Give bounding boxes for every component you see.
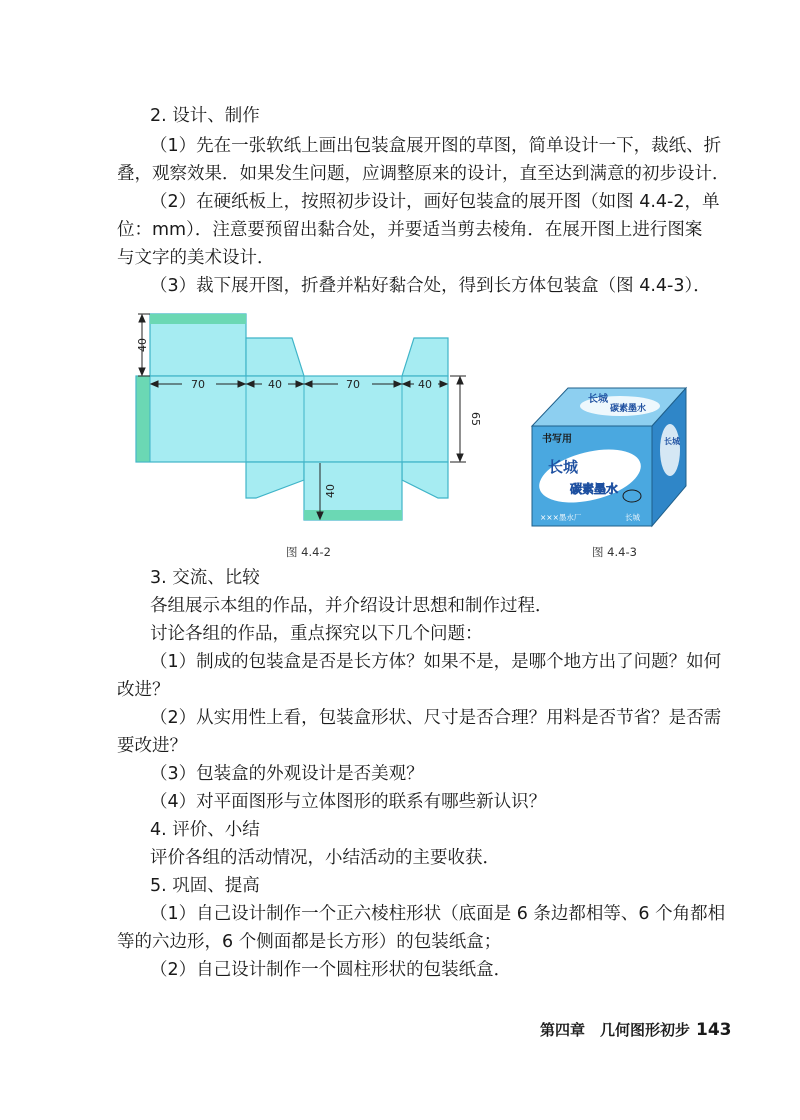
paragraph-line: 评价各组的活动情况，小结活动的主要收获． — [150, 848, 500, 868]
glue-tab-left — [136, 376, 150, 462]
dim-label-40: 40 — [418, 378, 432, 391]
box-maker: ×××墨水厂 — [540, 513, 582, 522]
dim-label-height: 65 — [469, 412, 482, 426]
box-top-product: 碳素墨水 — [610, 404, 647, 414]
box-logo-text: 长城 — [625, 513, 640, 522]
dim-label-70: 70 — [346, 378, 360, 391]
chapter-title: 第四章 几何图形初步 — [540, 1021, 691, 1039]
paragraph-line: 要改进？ — [117, 736, 187, 756]
paragraph-line: （2）从实用性上看，包装盒形状、尺寸是否合理？用料是否节省？是否需 — [150, 708, 722, 728]
paragraph-line: 等的六边形，6 个侧面都是长方形）的包装纸盒； — [117, 932, 502, 952]
box-front-brand: 长城 — [548, 458, 579, 476]
paragraph-line: 讨论各组的作品，重点探究以下几个问题： — [150, 624, 483, 644]
paragraph-line: （2）在硬纸板上，按照初步设计，画好包装盒的展开图（如图 4.4-2，单 — [150, 192, 720, 212]
dim-label-70: 70 — [191, 378, 205, 391]
figure-caption: 图 4.4-3 — [592, 545, 637, 559]
bottom-flap-right — [402, 462, 448, 498]
side-flap-right — [402, 338, 448, 376]
side-flap-left — [246, 338, 304, 376]
paragraph-line: （1）先在一张软纸上画出包装盒展开图的草图，简单设计一下，裁纸、折 — [150, 136, 722, 156]
paragraph-line: 与文字的美术设计． — [117, 248, 275, 268]
paragraph-line: 位：mm）．注意要预留出黏合处，并要适当剪去棱角．在展开图上进行图案 — [117, 220, 703, 240]
section-5-heading: 5. 巩固、提高 — [150, 876, 260, 896]
dim-label-bottom-flap: 40 — [324, 484, 337, 498]
paragraph-line: （3）包装盒的外观设计是否美观？ — [150, 764, 424, 784]
section-2-heading: 2. 设计、制作 — [150, 106, 260, 126]
dim-label-40: 40 — [268, 378, 282, 391]
paragraph-line: 叠，观察效果．如果发生问题，应调整原来的设计，直至达到满意的初步设计． — [117, 164, 730, 184]
section-4-heading: 4. 评价、小结 — [150, 820, 260, 840]
ink-box-illustration — [528, 380, 708, 540]
box-net-figure — [120, 298, 490, 538]
paragraph-line: 改进？ — [117, 680, 170, 700]
box-front-product: 碳素墨水 — [570, 482, 619, 496]
paragraph-line: （4）对平面图形与立体图形的联系有哪些新认识？ — [150, 792, 547, 812]
paragraph-line: 各组展示本组的作品，并介绍设计思想和制作过程． — [150, 596, 553, 616]
paragraph-line: （1）自己设计制作一个正六棱柱形状（底面是 6 条边都相等、6 个角都相 — [150, 904, 726, 924]
box-front-label: 书写用 — [542, 434, 572, 445]
paragraph-line: （3）裁下展开图，折叠并粘好黏合处，得到长方体包装盒（图 4.4-3）． — [150, 276, 711, 296]
page-number: 143 — [696, 1020, 732, 1040]
section-3-heading: 3. 交流、比较 — [150, 568, 260, 588]
paragraph-line: （1）制成的包装盒是否是长方体？如果不是，是哪个地方出了问题？如何 — [150, 652, 722, 672]
bottom-flap-left — [246, 462, 304, 498]
glue-tab-top — [150, 314, 246, 324]
figure-caption: 图 4.4-2 — [286, 545, 331, 559]
dim-label-top-flap: 40 — [136, 338, 149, 352]
page-footer — [540, 1019, 732, 1040]
box-side-text: 长城 — [664, 437, 680, 446]
box-top-brand: 长城 — [588, 394, 608, 405]
paragraph-line: （2）自己设计制作一个圆柱形状的包装纸盒． — [150, 960, 512, 980]
